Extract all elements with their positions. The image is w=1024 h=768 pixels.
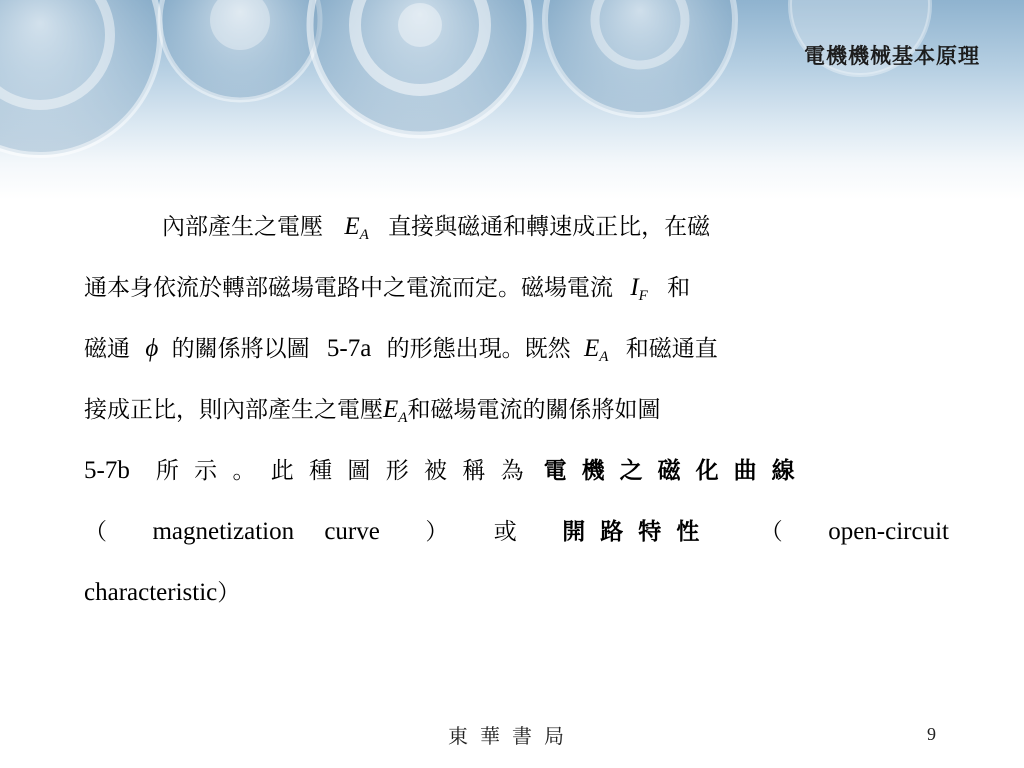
symbol-subscript: F	[638, 288, 648, 304]
symbol-ea	[583, 335, 609, 365]
figure-ref: 5-7a	[326, 335, 372, 362]
symbol-if	[630, 274, 648, 304]
page-number: 9	[927, 724, 936, 744]
publisher-footer: 東華書局	[448, 724, 576, 748]
text-run: 所 示 。 此 種 圖 形 被 稱 為	[155, 458, 528, 484]
paragraph-line	[84, 273, 949, 311]
text-run: 磁通	[84, 336, 130, 362]
gear-icon	[310, 0, 530, 135]
symbol-base: I	[630, 274, 639, 301]
text-run: 和磁通直	[625, 336, 718, 362]
paragraph-line	[84, 517, 949, 547]
symbol-subscript: A	[599, 349, 609, 365]
symbol-base: E	[583, 335, 600, 362]
english-term: magnetization curve	[152, 518, 380, 545]
paragraph-line	[84, 334, 949, 372]
key-term: 電機之磁化曲線	[543, 457, 810, 484]
paragraph-line	[84, 456, 949, 486]
figure-ref: 5-7b	[84, 457, 130, 484]
text-run: 直接與磁通和轉速成正比，在磁	[388, 214, 711, 240]
text-run: 和磁場電流的關係將如圖	[407, 397, 661, 423]
gear-icon	[545, 0, 735, 115]
header-banner	[0, 0, 1024, 200]
symbol-base: E	[383, 396, 399, 423]
text-run: 的形態出現。既然	[386, 336, 571, 362]
text-run: 通本身依流於轉部磁場電路中之電流而定。磁場電流	[84, 275, 613, 301]
course-title: 電機機械基本原理	[804, 44, 980, 68]
symbol-base: E	[344, 213, 360, 240]
symbol-phi: ϕ	[145, 335, 159, 362]
gear-icon	[160, 0, 320, 100]
symbol-ea	[344, 213, 369, 243]
text-run: （	[84, 519, 107, 545]
text-run: 或	[493, 519, 517, 545]
symbol-subscript: A	[359, 227, 369, 243]
text-run: ）	[425, 519, 449, 545]
text-run: 和	[667, 275, 691, 301]
symbol-ea	[383, 396, 408, 426]
symbol-subscript: A	[398, 410, 408, 426]
gear-decoration	[0, 0, 1024, 200]
english-term: characteristic	[84, 579, 218, 606]
gear-icon	[0, 0, 160, 155]
text-run: ）	[217, 580, 241, 606]
text-run: 的關係將以圖	[171, 336, 310, 362]
paragraph-line	[84, 578, 949, 608]
english-term: open-circuit	[828, 518, 949, 545]
text-run: 內部產生之電壓	[162, 214, 323, 240]
paragraph-line	[84, 395, 949, 433]
text-run: 接成正比，則內部產生之電壓	[84, 397, 383, 423]
key-term: 開路特性	[562, 518, 715, 545]
text-run: （	[759, 519, 783, 545]
paragraph-line	[84, 212, 949, 250]
